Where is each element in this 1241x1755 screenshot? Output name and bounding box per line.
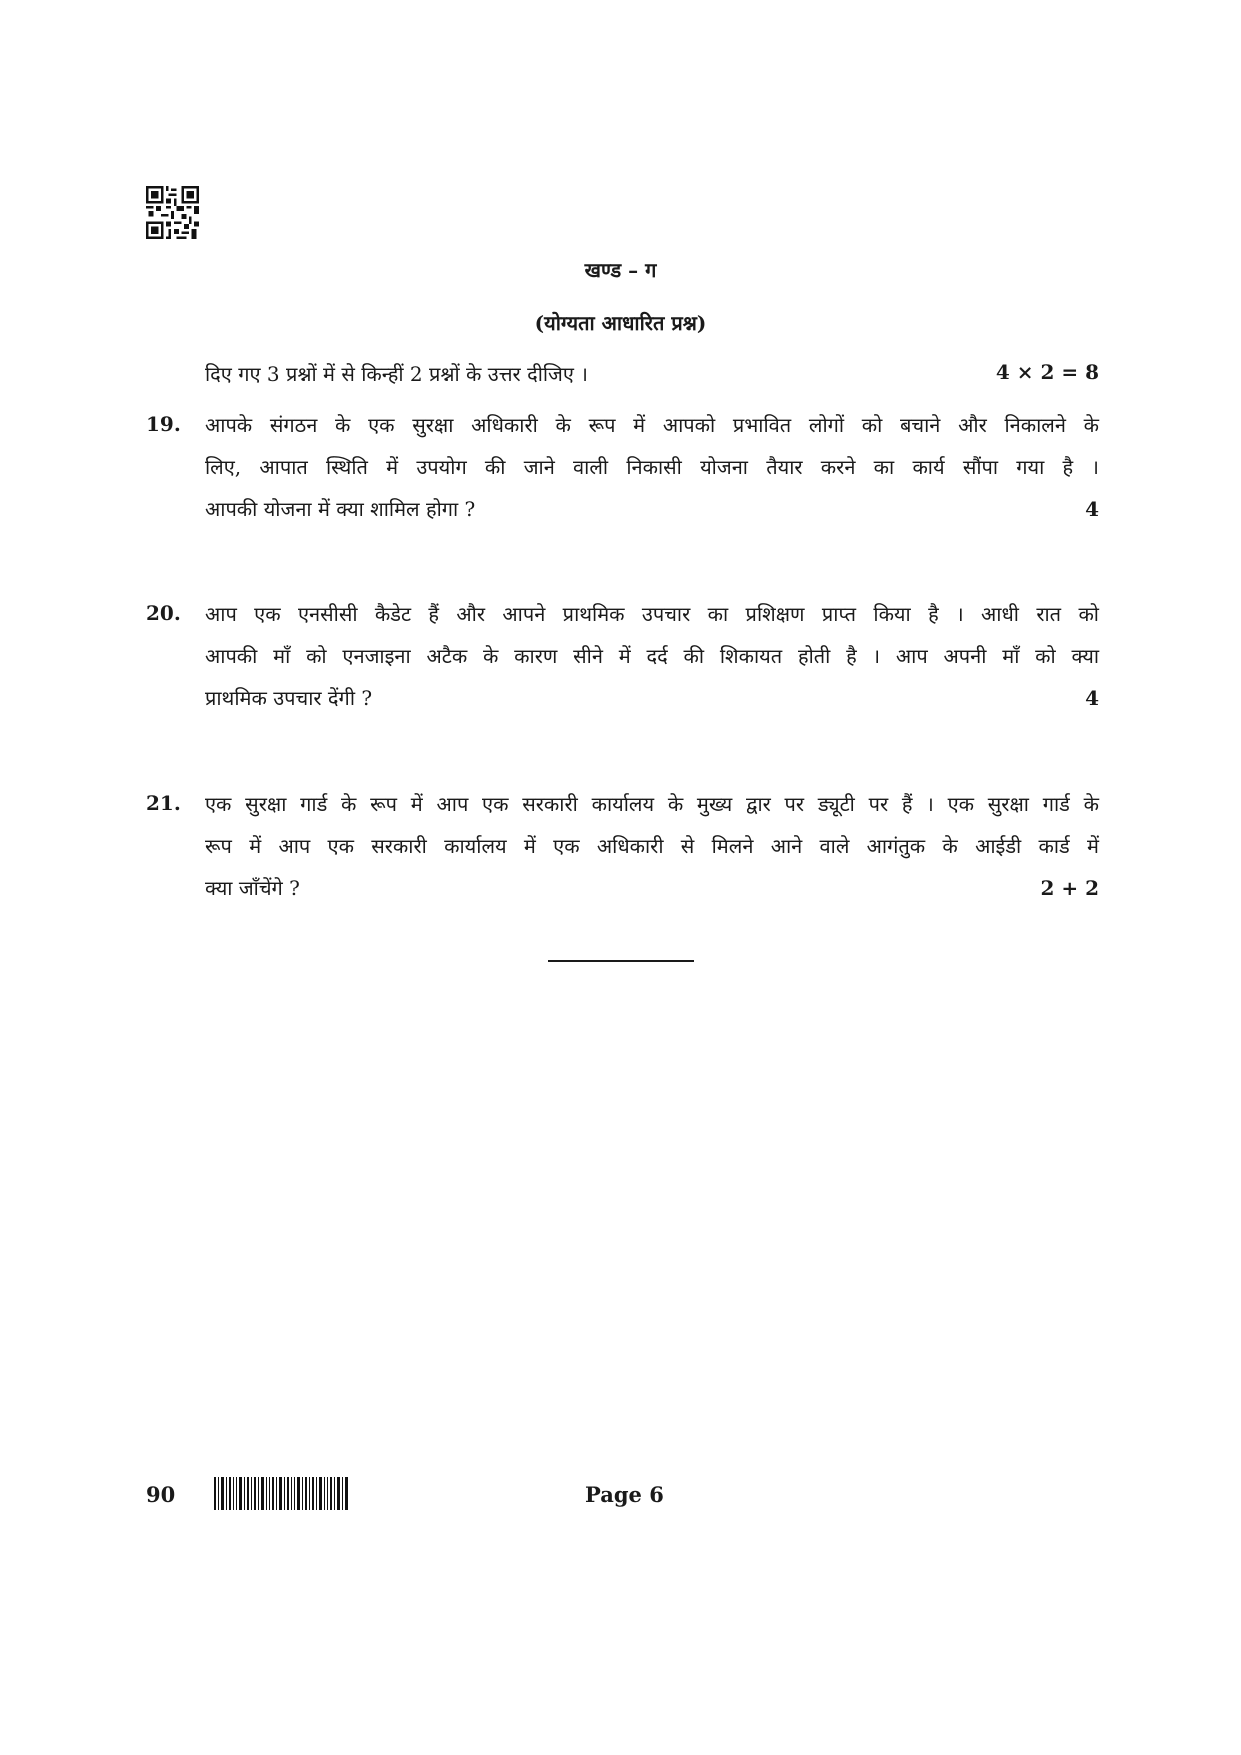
page-number: Page 6: [585, 1482, 664, 1507]
question-line: लिए, आपात स्थिति में उपयोग की जाने वाली निकासी योजना तैयार करने का कार्य सौंपा गया है ।: [205, 455, 1099, 479]
question-line: आपकी योजना में क्या शामिल होगा ?: [205, 497, 476, 521]
instruction-marks: 4 × 2 = 8: [995, 360, 1099, 384]
section-instruction: [205, 360, 1099, 387]
question-line: रूप में आप एक सरकारी कार्यालय में एक अधिकारी से मिलने आने वाले आगंतुक के आईडी कार्ड में: [205, 834, 1099, 858]
question-number: 21.: [146, 791, 181, 815]
question-marks: 2 + 2: [1040, 876, 1099, 900]
question-20: [146, 601, 1099, 719]
qr-code-icon: [146, 186, 199, 239]
instruction-text: दिए गए 3 प्रश्नों में से किन्हीं 2 प्रश्नों के उत्तर दीजिए ।: [205, 362, 588, 386]
question-line: आप एक एनसीसी कैडेट हैं और आपने प्राथमिक उपचार का प्रशिक्षण प्राप्त किया है । आधी रात को: [205, 602, 1099, 626]
question-line: क्या जाँचेंगे ?: [205, 876, 300, 900]
question-number: 20.: [146, 601, 181, 625]
question-19: [146, 412, 1099, 530]
barcode-icon: [214, 1477, 348, 1510]
question-marks: 4: [1085, 686, 1099, 710]
section-title: खण्ड – ग: [584, 258, 657, 282]
question-line: एक सुरक्षा गार्ड के रूप में आप एक सरकारी कार्यालय के मुख्य द्वार पर ड्यूटी पर हैं । एक सुरक्षा गार्ड के: [205, 792, 1099, 816]
question-line: प्राथमिक उपचार देंगी ?: [205, 686, 373, 710]
question-marks: 4: [1085, 497, 1099, 521]
section-subtitle: (योग्यता आधारित प्रश्न): [534, 311, 707, 335]
section-end-divider: [548, 960, 694, 962]
question-number: 19.: [146, 412, 181, 436]
paper-code: 90: [146, 1482, 176, 1507]
question-line: आपकी माँ को एनजाइना अटैक के कारण सीने में दर्द की शिकायत होती है । आप अपनी माँ को क्या: [205, 644, 1099, 668]
question-21: [146, 791, 1099, 909]
question-line: आपके संगठन के एक सुरक्षा अधिकारी के रूप में आपको प्रभावित लोगों को बचाने और निकालने के: [205, 413, 1099, 437]
